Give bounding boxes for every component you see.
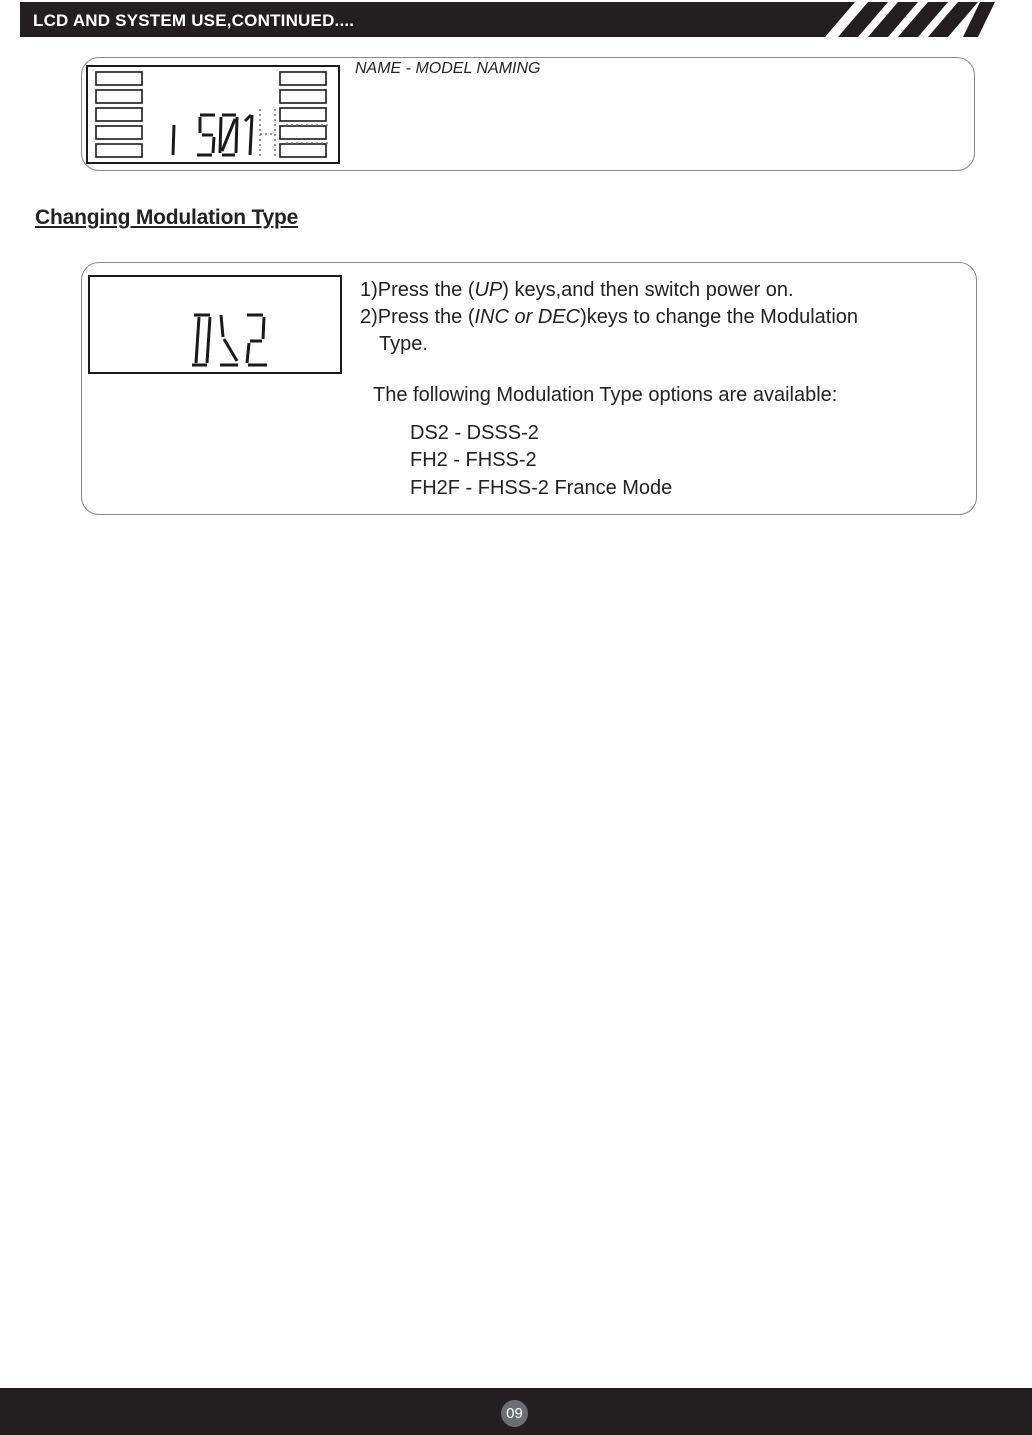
- header-bar: [20, 2, 995, 37]
- option-item: FH2F - FHSS-2 France Mode: [410, 477, 673, 499]
- lcd-name-display: [86, 65, 340, 164]
- lcd-modulation-display: [88, 275, 342, 374]
- step-2-prefix: 2)Press the (: [360, 306, 475, 328]
- header-title: LCD AND SYSTEM USE,CONTINUED....: [33, 11, 355, 30]
- step-2-continuation: Type.: [379, 333, 428, 355]
- up-key-label: UP: [474, 279, 503, 301]
- options-intro: The following Modulation Type options are available:: [373, 384, 838, 406]
- page-number-badge: 09: [501, 1400, 528, 1427]
- lcd-segments-graphic: [88, 67, 338, 162]
- option-item: DS2 - DSSS-2: [410, 422, 539, 444]
- model-naming-caption: NAME - MODEL NAMING: [355, 60, 541, 77]
- lcd-ds2-graphic: [90, 277, 340, 372]
- step-2-text: [360, 306, 858, 329]
- step-1-text: [360, 279, 794, 302]
- section-heading: Changing Modulation Type: [35, 206, 299, 229]
- step-1-suffix: ) keys,and then switch power on.: [502, 279, 794, 301]
- step-2-suffix: )keys to change the Modulation: [580, 306, 859, 328]
- option-item: FH2 - FHSS-2: [410, 449, 537, 471]
- inc-dec-key-label: INC or DEC: [474, 306, 581, 328]
- step-1-prefix: 1)Press the (: [360, 279, 475, 301]
